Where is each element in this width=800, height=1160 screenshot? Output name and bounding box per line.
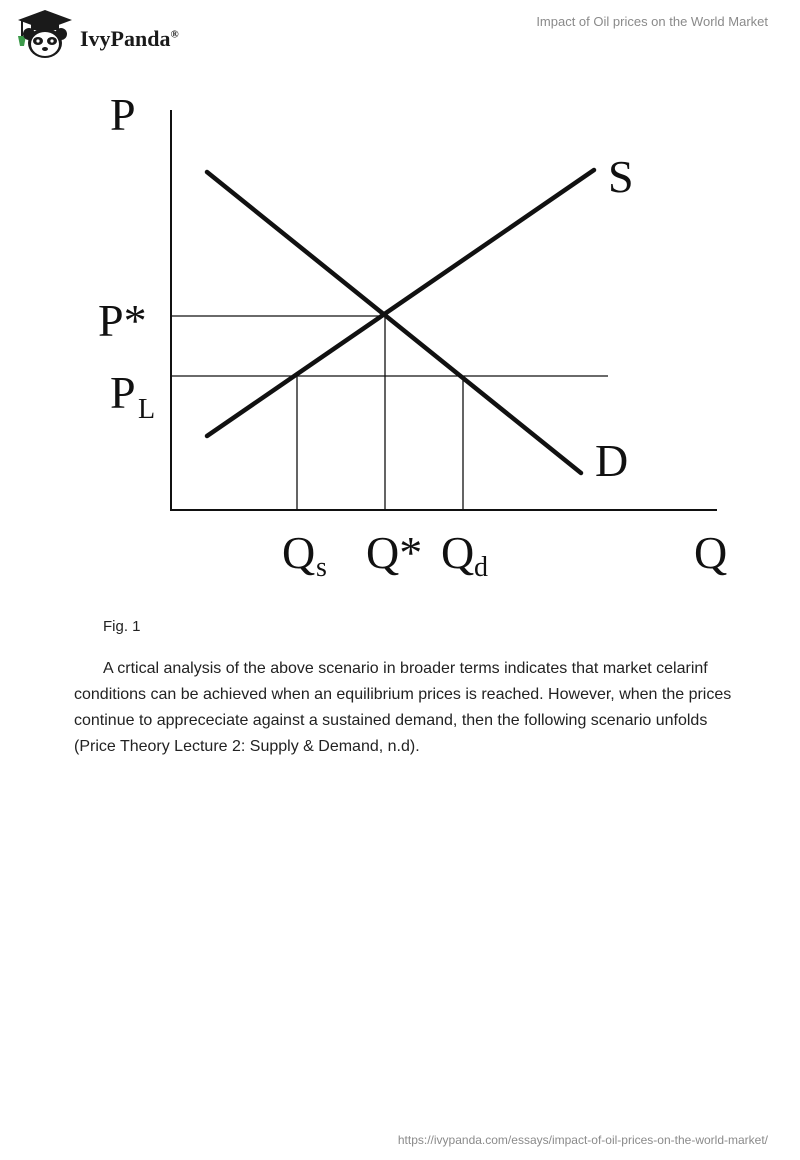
q-d-label: Q (441, 527, 475, 578)
supply-label: S (608, 151, 634, 202)
document-title: Impact of Oil prices on the World Market (536, 14, 768, 29)
brand-logo[interactable] (14, 8, 204, 60)
brand-name: IvyPanda® (80, 26, 179, 51)
q-axis-label: Q (694, 527, 728, 578)
source-url[interactable]: https://ivypanda.com/essays/impact-of-oil-prices-on-the-world-market/ (397, 1133, 768, 1147)
figure-caption: Fig. 1 (103, 618, 141, 635)
q-s-subscript: s (316, 552, 327, 583)
q-d-subscript: d (474, 552, 488, 583)
q-star-label: Q* (366, 527, 423, 578)
supply-demand-diagram (90, 80, 750, 600)
p-low-label: P (110, 367, 136, 418)
p-low-subscript: L (138, 394, 156, 425)
q-s-label: Q (282, 527, 316, 578)
supply-curve (207, 170, 594, 436)
p-axis-label: P (110, 89, 136, 140)
body-paragraph: A crtical analysis of the above scenario in broader terms indicates that market celarinf conditions can be achieved when an equilibrium prices is reached. However, when the prices continue to apprececiate against a sustained demand, then the following scenario unfolds (Price Theory Lecture 2: Supply & Demand, n.d). (74, 660, 732, 755)
panda-graduate-icon (14, 8, 76, 60)
p-star-label: P* (98, 295, 147, 346)
demand-label: D (595, 435, 629, 486)
